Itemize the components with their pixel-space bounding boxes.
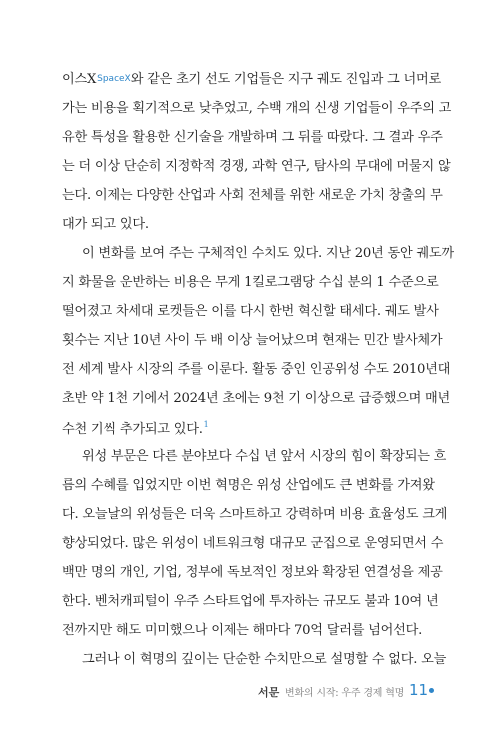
text-span: 와 같은 초기 선도 기업들은 지구 궤도 진입과 그 너머로 (130, 72, 441, 87)
footnote-marker[interactable]: 1 (203, 420, 209, 429)
text-line: 백만 명의 개인, 기업, 정부에 독보적인 정보와 확장된 연결성을 제공 (62, 565, 443, 580)
page-number: 11 (409, 681, 429, 699)
text-line: 위성 부문은 다른 분야보다 수십 년 앞서 시장의 힘이 확장되는 흐 (82, 449, 447, 464)
text-line: 가는 비용을 획기적으로 낮추었고, 수백 개의 신생 기업들이 우주의 고 (62, 101, 452, 116)
text-line: 는 더 이상 단순히 지정학적 경쟁, 과학 연구, 탐사의 무대에 머물지 않 (62, 159, 451, 174)
text-line: 그러나 이 혁명의 깊이는 단순한 수치만으로 설명할 수 없다. 오늘 (82, 652, 447, 667)
text-line: 떨어졌고 차세대 로켓들은 이를 다시 한번 혁신할 태세다. 궤도 발사 (62, 304, 439, 319)
text-line: 한다. 벤처캐피털이 우주 스타트업에 투자하는 규모도 불과 10여 년 (62, 594, 439, 609)
text-span: 이스X (62, 72, 97, 87)
text-line: 향상되었다. 많은 위성이 네트워크형 대규모 군집으로 운영되면서 수 (62, 536, 444, 551)
text-line: 는다. 이제는 다양한 산업과 사회 전체를 위한 새로운 가치 창출의 무 (62, 188, 443, 203)
text-line: 전까지만 해도 미미했으나 이제는 해마다 70억 달러를 넘어선다. (62, 623, 423, 638)
text-line: 름의 수혜를 입었지만 이번 혁명은 위성 산업에도 큰 변화를 가져왔 (62, 478, 435, 493)
page-dot-icon (429, 688, 434, 693)
text-line: 유한 특성을 활용한 신기술을 개발하며 그 뒤를 따랐다. 그 결과 우주 (62, 130, 443, 145)
text-line: 다. 오늘날의 위성들은 더욱 스마트하고 강력하며 비용 효율성도 크게 (62, 507, 448, 522)
original-term-gloss: SpaceX (97, 74, 131, 84)
text-line: 대가 되고 있다. (62, 217, 149, 232)
chapter-title: 변화의 시작: 우주 경제 혁명 (285, 688, 405, 699)
text-line (62, 73, 454, 86)
text-span: 수천 기씩 추가되고 있다. (62, 422, 203, 437)
text-line: 이 변화를 보여 주는 구체적인 수치도 있다. 지난 20년 동안 궤도까 (82, 246, 454, 261)
text-line: 초반 약 1천 기에서 2024년 초에는 9천 기 이상으로 급증했으며 매년 (62, 391, 450, 406)
chapter-label: 서문 (258, 686, 280, 699)
text-line: 횟수는 지난 10년 사이 두 배 이상 늘어났으며 현재는 민간 발사체가 (62, 333, 443, 348)
text-line (62, 421, 454, 436)
text-line: 전 세계 발사 시장의 주를 이룬다. 활동 중인 인공위성 수도 2010년대 (62, 362, 451, 377)
text-line: 지 화물을 운반하는 비용은 무게 1킬로그램당 수십 분의 1 수준으로 (62, 275, 439, 290)
running-footer (0, 682, 500, 702)
